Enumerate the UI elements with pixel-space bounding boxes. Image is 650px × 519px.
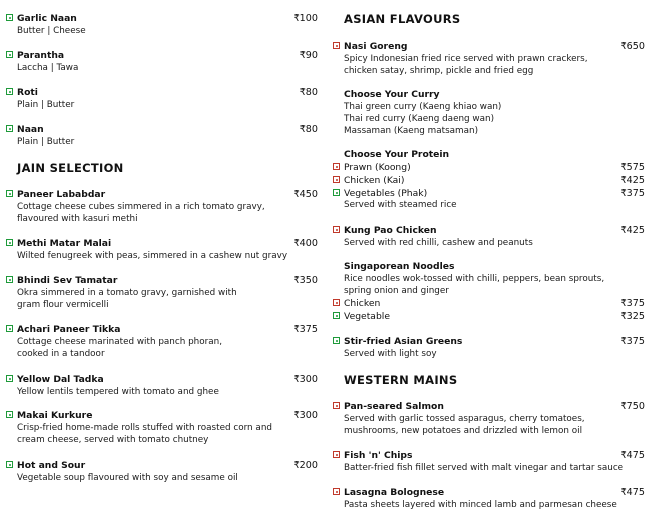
item-price: ₹90 — [299, 50, 318, 61]
menu-item — [6, 373, 318, 387]
item-desc: Laccha | Tawa — [17, 63, 79, 73]
veg-icon — [6, 14, 13, 21]
veg-icon — [333, 312, 340, 319]
veg-icon — [6, 461, 13, 468]
item-name: Kung Pao Chicken — [344, 225, 437, 236]
menu-item — [333, 224, 645, 238]
veg-icon — [6, 239, 13, 246]
curry-option: Thai green curry (Kaeng khiao wan) — [344, 102, 502, 112]
noodles-title: Singaporean Noodles — [344, 261, 455, 272]
menu-item — [6, 188, 318, 202]
item-price: ₹475 — [620, 487, 645, 498]
curry-title: Choose Your Curry — [344, 89, 440, 100]
item-name: Parantha — [17, 50, 65, 61]
menu-item — [333, 40, 645, 54]
item-desc: spring onion and ginger — [344, 286, 449, 296]
item-desc: mushrooms, new potatoes and drizzled with lemon oil — [344, 426, 583, 436]
item-price: ₹80 — [299, 87, 318, 98]
item-price: ₹650 — [620, 41, 645, 52]
item-desc: Served with red chilli, cashew and peanuts — [344, 238, 533, 248]
item-name: Achari Paneer Tikka — [17, 324, 121, 335]
item-name: Roti — [17, 87, 38, 98]
menu-item — [6, 237, 318, 251]
item-desc: gram flour vermicelli — [17, 300, 109, 310]
item-name: Garlic Naan — [17, 13, 77, 24]
option-price: ₹375 — [620, 298, 645, 309]
item-desc: Spicy Indonesian fried rice served with prawn crackers, — [344, 54, 588, 64]
menu-item — [6, 86, 318, 100]
option-name: Chicken (Kai) — [344, 175, 405, 186]
item-name: Paneer Lababdar — [17, 189, 106, 200]
menu-item — [6, 459, 318, 473]
item-desc: Butter | Cheese — [17, 26, 86, 36]
option-name: Chicken — [344, 298, 381, 309]
item-desc: Vegetable soup flavoured with soy and sesame oil — [17, 473, 238, 483]
item-price: ₹300 — [293, 410, 318, 421]
item-desc: cooked in a tandoor — [17, 349, 105, 359]
item-price: ₹400 — [293, 238, 318, 249]
veg-icon — [6, 325, 13, 332]
item-price: ₹375 — [620, 336, 645, 347]
item-desc: chicken satay, shrimp, pickle and fried egg — [344, 66, 534, 76]
item-desc: Cottage cheese marinated with panch phoran, — [17, 337, 222, 347]
veg-icon — [6, 88, 13, 95]
nonveg-icon — [333, 488, 340, 495]
section-heading-western: WESTERN MAINS — [344, 373, 458, 387]
veg-icon — [6, 375, 13, 382]
veg-icon — [6, 125, 13, 132]
menu-item — [333, 449, 645, 463]
item-name: Fish 'n' Chips — [344, 450, 413, 461]
nonveg-icon — [333, 42, 340, 49]
item-name: Yellow Dal Tadka — [17, 374, 104, 385]
menu-item — [6, 323, 318, 337]
option-price: ₹575 — [620, 162, 645, 173]
item-price: ₹750 — [620, 401, 645, 412]
nonveg-icon — [333, 299, 340, 306]
item-desc: Rice noodles wok-tossed with chilli, peppers, bean sprouts, — [344, 274, 605, 284]
item-name: Bhindi Sev Tamatar — [17, 275, 118, 286]
item-name: Pan-seared Salmon — [344, 401, 444, 412]
section-heading-jain: JAIN SELECTION — [17, 161, 124, 175]
menu-item — [6, 274, 318, 288]
item-price: ₹425 — [620, 225, 645, 236]
item-price: ₹200 — [293, 460, 318, 471]
item-name: Nasi Goreng — [344, 41, 408, 52]
protein-note: Served with steamed rice — [344, 200, 457, 210]
protein-option — [333, 174, 645, 188]
curry-option: Thai red curry (Kaeng daeng wan) — [344, 114, 495, 124]
nonveg-icon — [333, 402, 340, 409]
item-name: Stir-fried Asian Greens — [344, 336, 463, 347]
veg-icon — [6, 411, 13, 418]
item-name: Hot and Sour — [17, 460, 86, 471]
nonveg-icon — [333, 176, 340, 183]
protein-title: Choose Your Protein — [344, 149, 450, 160]
menu-item — [333, 486, 645, 500]
option-price: ₹325 — [620, 311, 645, 322]
item-price: ₹300 — [293, 374, 318, 385]
item-desc: Crisp-fried home-made rolls stuffed with roasted corn and — [17, 423, 272, 433]
item-desc: Served with light soy — [344, 349, 437, 359]
option-price: ₹375 — [620, 188, 645, 199]
veg-icon — [333, 189, 340, 196]
veg-icon — [6, 51, 13, 58]
item-desc: Plain | Butter — [17, 137, 75, 147]
item-price: ₹350 — [293, 275, 318, 286]
menu-item — [6, 12, 318, 26]
nonveg-icon — [333, 451, 340, 458]
item-price: ₹80 — [299, 124, 318, 135]
item-desc: Yellow lentils tempered with tomato and ghee — [17, 387, 219, 397]
option-price: ₹425 — [620, 175, 645, 186]
nonveg-icon — [333, 226, 340, 233]
item-desc: Pasta sheets layered with minced lamb and parmesan cheese — [344, 500, 617, 510]
item-desc: Cottage cheese cubes simmered in a rich tomato gravy, — [17, 202, 265, 212]
section-heading-asian: ASIAN FLAVOURS — [344, 12, 461, 26]
item-desc: Batter-fried fish fillet served with malt vinegar and tartar sauce — [344, 463, 624, 473]
nonveg-icon — [333, 163, 340, 170]
menu-item — [333, 335, 645, 349]
item-desc: flavoured with kasuri methi — [17, 214, 138, 224]
item-price: ₹375 — [293, 324, 318, 335]
item-price: ₹450 — [293, 189, 318, 200]
item-price: ₹100 — [293, 13, 318, 24]
item-desc: Plain | Butter — [17, 100, 75, 110]
menu-item — [6, 409, 318, 423]
curry-option: Massaman (Kaeng matsaman) — [344, 126, 479, 136]
item-name: Naan — [17, 124, 44, 135]
item-desc: cream cheese, served with tomato chutney — [17, 435, 209, 445]
option-name: Prawn (Koong) — [344, 162, 411, 173]
item-desc: Wilted fenugreek with peas, simmered in a cashew nut gravy — [17, 251, 288, 261]
veg-icon — [6, 276, 13, 283]
noodles-option — [333, 297, 645, 311]
item-name: Lasagna Bolognese — [344, 487, 445, 498]
protein-option — [333, 161, 645, 175]
item-desc: Served with garlic tossed asparagus, cherry tomatoes, — [344, 414, 585, 424]
item-desc: Okra simmered in a tomato gravy, garnished with — [17, 288, 237, 298]
menu-item — [333, 400, 645, 414]
veg-icon — [333, 337, 340, 344]
item-name: Methi Matar Malai — [17, 238, 112, 249]
option-name: Vegetables (Phak) — [344, 188, 428, 199]
menu-item — [6, 49, 318, 63]
veg-icon — [6, 190, 13, 197]
noodles-option — [333, 310, 645, 324]
option-name: Vegetable — [344, 311, 390, 322]
menu-item — [6, 123, 318, 137]
item-name: Makai Kurkure — [17, 410, 93, 421]
item-price: ₹475 — [620, 450, 645, 461]
